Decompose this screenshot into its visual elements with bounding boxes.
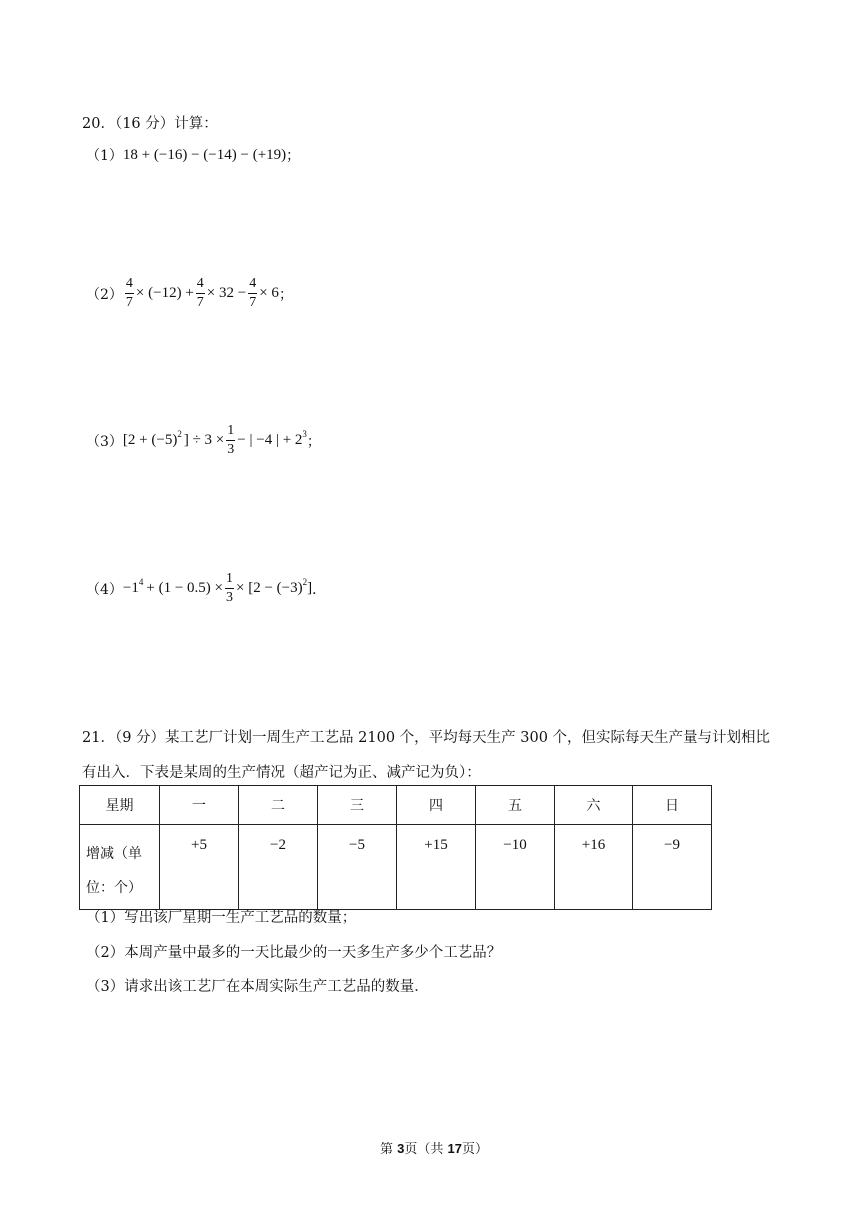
table-header-cell: 一 [160,786,239,825]
punctuation: ； [306,433,321,450]
denominator: 3 [226,590,234,605]
question-21-line-1: 21．（9 分）某工艺厂计划一周生产工艺品 2100 个，平均每天生产 300 个，但实际每天生产量与计划相比 [82,730,771,746]
table-cell: −9 [633,825,712,910]
numerator: 4 [249,276,257,291]
expression-term: × (−12) + [135,285,194,301]
numerator: 1 [226,571,234,586]
expression-term: − | −4 | + $2^3$ [237,429,307,448]
expression-term: [$2 + (-5)^2$ [122,429,182,448]
denominator: 3 [227,442,235,457]
numerator: 4 [196,276,204,291]
table-cell: +15 [397,825,476,910]
q21-sub-1: （1）写出该厂星期一生产工艺品的数量； [86,910,357,926]
table-cell: +5 [160,825,239,910]
expression-term: $-1^4$ [122,577,144,596]
expression-term: × $[2 - (-3)^2]$ [236,577,313,596]
table-cell: −2 [239,825,318,910]
table-header-cell: 二 [239,786,318,825]
denominator: 7 [249,295,257,310]
denominator: 7 [196,295,204,310]
expression-term: + (1 − 0.5) × [146,580,224,596]
fraction [125,277,134,310]
table-cell: −5 [318,825,397,910]
punctuation: ． [312,581,327,598]
table-row-label: 增减（单 位：个） [80,825,160,910]
q21-sub-3: （3）请求出该工艺厂在本周实际生产工艺品的数量． [86,979,429,995]
fraction [226,424,235,457]
fraction [225,572,234,605]
fraction [248,277,257,310]
table-header-cell: 星期 [80,786,160,825]
table-row [80,825,712,910]
numerator: 1 [227,423,235,438]
table-header-cell: 三 [318,786,397,825]
expression: 18 + (−16) − (−14) − (+19) [122,146,287,163]
part-label: （4） [86,581,123,598]
expression-term: × 6 [259,285,279,301]
question-21-line-2: 有出入．下表是某周的生产情况（超产记为正、减产记为负）： [82,765,481,781]
part-label: （2） [86,286,123,303]
table-cell: +16 [555,825,633,910]
fraction [196,277,205,310]
table-header-cell: 日 [633,786,712,825]
q20-part-3 [86,424,321,457]
page-footer: 第 3页（共 17页） [380,1141,488,1157]
q21-sub-2: （2）本周产量中最多的一天比最少的一天多生产多少个工艺品？ [86,945,502,961]
q20-part-2 [86,277,293,310]
expression-term: × 32 − [206,285,247,301]
punctuation: ； [286,148,301,164]
question-20-header: 20．（16 分）计算： [82,116,218,132]
table-cell: −10 [476,825,555,910]
part-label: （1） [86,148,123,164]
denominator: 7 [125,295,133,310]
table-row [80,786,712,825]
q20-part-1 [86,145,300,165]
production-table [79,785,712,910]
expression-term: ] ÷ 3 × [183,432,225,448]
q20-part-4 [86,572,326,605]
table-header-cell: 四 [397,786,476,825]
part-label: （3） [86,433,123,450]
table-header-cell: 五 [476,786,555,825]
punctuation: ； [278,286,293,303]
table-header-cell: 六 [555,786,633,825]
current-page-number: 3 [397,1141,405,1156]
numerator: 4 [125,276,133,291]
total-pages-number: 17 [447,1141,462,1156]
